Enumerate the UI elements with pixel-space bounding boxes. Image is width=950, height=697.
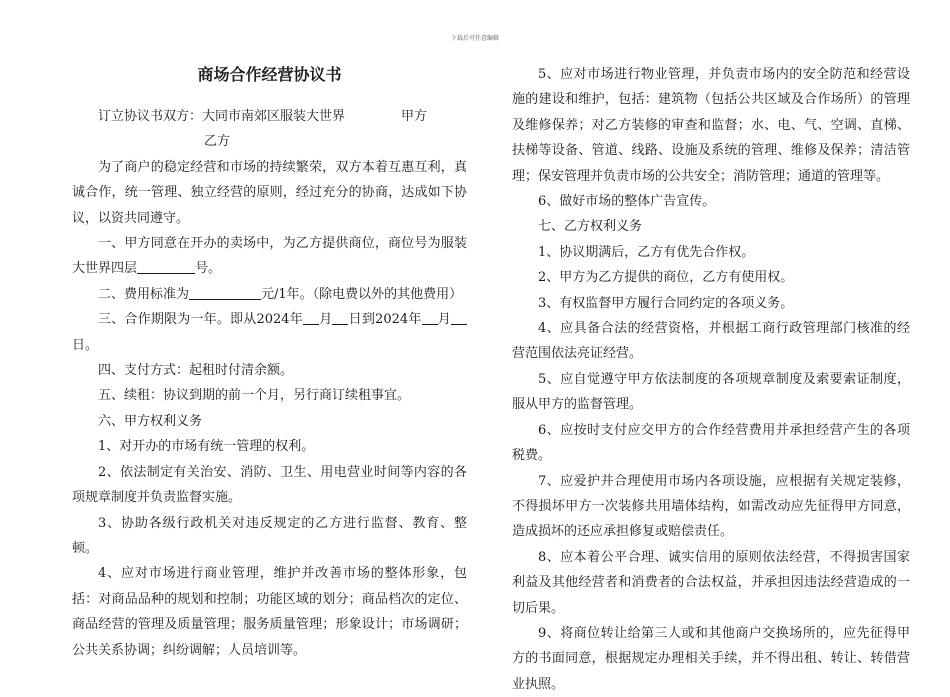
party-b-duty-4: 4、应具备合法的经营资格，并根据工商行政管理部门核准的经营范围依法亮证经营。 xyxy=(512,321,910,362)
party-b-duty-5: 5、应自觉遵守甲方依法制度的各项规章制度及索要索证制度，服从甲方的监督管理。 xyxy=(512,371,910,413)
intro-paragraph: 为了商户的稳定经营和市场的持续繁荣，双方本着互惠互利，真诚合作，统一管理、独立经营的原则，经过充分的协商，达成如下协议，以资共同遵守。 xyxy=(72,159,467,226)
clause-1-text: 一、甲方同意在开办的卖场中，为乙方提供商位，商位号为服装大世界四层 xyxy=(72,236,467,277)
party-b-duty-7: 7、应爱护并合理使用市场内各项设施，应根据有关规定装修，不得损坏甲方一次装修共用墙体结构，如需改动应先征得甲方同意，造成损坏的还应承担修复或赔偿责任。 xyxy=(512,473,910,540)
clause-2 xyxy=(72,282,467,307)
clause-7-heading: 七、乙方权利义务 xyxy=(538,219,643,235)
clause-2-suffix: 元/1年。（除电费以外的其他费用） xyxy=(261,286,463,302)
party-b-duty-9: 9、将商位转让给第三人或和其他商户交换场所的，应先征得甲方的书面同意，根据规定办理相关手续，并不得出租、转让、转借营业执照。 xyxy=(512,625,910,692)
right-column xyxy=(512,62,910,697)
clause-3-to: 日到2024年 xyxy=(348,312,422,328)
parties-line xyxy=(72,104,467,129)
clause-3-month-2: 月 xyxy=(437,312,451,328)
left-column xyxy=(72,62,467,663)
end-day-blank[interactable] xyxy=(451,310,467,325)
start-month-blank[interactable] xyxy=(303,310,319,325)
party-b-duty-8: 8、应本着公平合理、诚实信用的原则依法经营，不得损害国家利益及其他经营者和消费者的合法权益，并承担因违法经营造成的一切后果。 xyxy=(512,549,910,616)
clause-3-text: 三、合作期限为一年。即从2024年 xyxy=(98,312,303,328)
party-a-duty-6: 6、做好市场的整体广告宣传。 xyxy=(538,194,716,210)
party-b-duty-3: 3、有权监督甲方履行合同约定的各项义务。 xyxy=(538,295,794,311)
party-b-duty-6: 6、应按时支付应交甲方的合作经营费用并承担经营产生的各项税费。 xyxy=(512,422,910,464)
clause-3-month: 月 xyxy=(319,312,333,328)
clause-1-suffix: 号。 xyxy=(195,261,222,277)
clause-3 xyxy=(72,307,467,358)
clause-4: 四、支付方式：起租时付清余额。 xyxy=(98,363,294,379)
stall-number-blank[interactable] xyxy=(137,259,195,274)
start-day-blank[interactable] xyxy=(332,310,348,325)
party-a-duty-4: 4、应对市场进行商业管理，维护并改善市场的整体形象，包括：对商品品种的规划和控制；功能区域的划分；商品档次的定位、商品经营的管理及质量管理；服务质量管理；形象设计；市场调研；公共关系协调；纠纷调解；人员培训等。 xyxy=(72,566,467,658)
party-b-duty-2: 2、甲方为乙方提供的商位，乙方有使用权。 xyxy=(538,270,794,286)
party-a-duty-1: 1、对开办的市场有统一管理的权利。 xyxy=(98,439,315,455)
clause-2-text: 二、费用标准为 xyxy=(98,286,190,302)
clause-5: 五、续租：协议到期的前一个月，另行商订续租事宜。 xyxy=(98,388,411,404)
header-note: 下载后可任意编辑 xyxy=(450,35,499,42)
party-a-duty-5: 5、应对市场进行物业管理，并负责市场内的安全防范和经营设施的建设和维护，包括：建筑物（包括公共区域及合作场所）的管理及维修保养；对乙方装修的审查和监督；水、电、气、空调、直梯、扶梯等设备、管道、线路、设施及系统的管理、维修及保养；清洁管理；保安管理并负责市场的公共安全；消防管理；通道的管理等。 xyxy=(512,67,910,184)
document-title: 商场合作经营协议书 xyxy=(197,65,342,84)
clause-3-day-2: 日。 xyxy=(72,337,99,353)
clause-6-heading: 六、甲方权利义务 xyxy=(98,413,203,429)
party-b-label: 乙方 xyxy=(204,134,231,150)
end-month-blank[interactable] xyxy=(422,310,438,325)
fee-blank[interactable] xyxy=(189,285,261,300)
party-a-duty-3: 3、协助各级行政机关对违反规定的乙方进行监督、教育、整顿。 xyxy=(72,515,467,556)
clause-1 xyxy=(72,231,467,282)
party-b-duty-1: 1、协议期满后，乙方有优先合作权。 xyxy=(538,244,755,260)
party-a-duty-2: 2、依法制定有关治安、消防、卫生、用电营业时间等内容的各项规章制度并负责监督实施。 xyxy=(72,464,467,506)
party-a-label: 甲方 xyxy=(401,109,428,124)
parties-prefix: 订立协议书双方：大同市南郊区服装大世界 xyxy=(98,109,346,124)
